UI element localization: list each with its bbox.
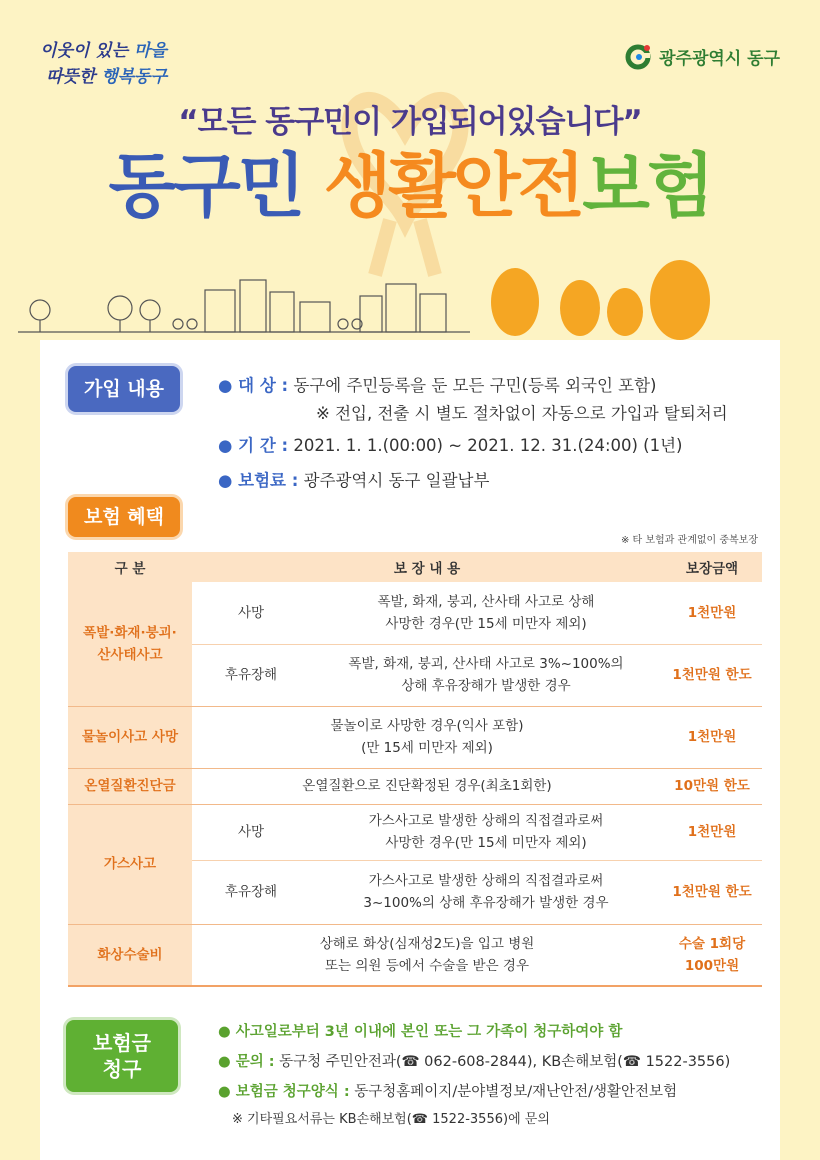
title-part: 생활안전 [323, 145, 583, 227]
title-part: 동구민 [108, 145, 324, 227]
desc-cell: 폭발, 화재, 붕괴, 산사태 사고로 3%~100%의 상해 후유장해가 발생한 경우 [310, 644, 662, 706]
sub-cell: 후유장해 [192, 644, 310, 706]
slogan-emphasis: 마을 [133, 41, 167, 61]
title-part: 보험 [582, 145, 712, 227]
column-header: 보장금액 [662, 552, 762, 582]
amount-cell: 1천만원 [662, 582, 762, 644]
period-label: ● 기 간 : [218, 436, 289, 455]
claim-deadline: ● 사고일로부터 3년 이내에 본인 또는 그 가족이 청구하여야 함 [218, 1024, 623, 1040]
table-row [68, 924, 762, 986]
form-label: ● 보험금 청구양식 : [218, 1084, 350, 1100]
slogan-text: 이웃이 있는 [40, 41, 134, 61]
amount-cell: 1천만원 한도 [662, 860, 762, 924]
column-header: 보 장 내 용 [192, 552, 662, 582]
contact-value: 동구청 주민안전과(☎ 062-608-2844), KB손해보험(☎ 1522-3556) [279, 1054, 731, 1070]
table-row [68, 804, 762, 860]
category-cell: 폭발·화재·붕괴·산사태사고 [68, 582, 192, 706]
table-row [68, 768, 762, 804]
desc-cell: 가스사고로 발생한 상해의 직접결과로써 사망한 경우(만 15세 미만자 제외) [310, 804, 662, 860]
claim-badge-line: 보험금 [93, 1031, 151, 1055]
premium-value: 광주광역시 동구 일괄납부 [303, 471, 490, 490]
target-note: ※ 전입, 전출 시 별도 절차없이 자동으로 가입과 탈퇴처리 [316, 404, 728, 423]
desc-cell: 상해로 화상(심재성2도)을 입고 병원 또는 의원 등에서 수술을 받은 경우 [192, 924, 662, 986]
category-cell: 온열질환진단금 [68, 768, 192, 804]
desc-cell: 가스사고로 발생한 상해의 직접결과로써 3~100%의 상해 후유장해가 발생한 경우 [310, 860, 662, 924]
sub-cell: 사망 [192, 804, 310, 860]
amount-cell: 10만원 한도 [662, 768, 762, 804]
org-logo [625, 42, 780, 70]
claim-badge [66, 1020, 178, 1092]
extra-note: ※ 기타필요서류는 KB손해보험(☎ 1522-3556)에 문의 [232, 1112, 550, 1127]
desc-cell: 폭발, 화재, 붕괴, 산사태 사고로 상해 사망한 경우(만 15세 미만자 제외) [310, 582, 662, 644]
target-label: ● 대 상 : [218, 376, 289, 395]
desc-cell: 온열질환으로 진단확정된 경우(최초1회한) [192, 768, 662, 804]
claim-badge-line: 청구 [102, 1057, 142, 1081]
city-family-illustration [0, 260, 820, 340]
enrollment-badge: 가입 내용 [68, 366, 180, 412]
sub-cell: 후유장해 [192, 860, 310, 924]
category-cell: 물놀이사고 사망 [68, 706, 192, 768]
category-cell: 화상수술비 [68, 924, 192, 986]
amount-cell: 수술 1회당 100만원 [662, 924, 762, 986]
donggu-emblem-icon [625, 42, 653, 70]
form-value: 동구청홈페이지/분야별정보/재난안전/생활안전보험 [354, 1084, 678, 1100]
target-value: 동구에 주민등록을 둔 모든 구민(등록 외국인 포함) [293, 376, 657, 395]
desc-cell: 물놀이로 사망한 경우(익사 포함) (만 15세 미만자 제외) [192, 706, 662, 768]
column-header: 구 분 [68, 552, 192, 582]
table-row [68, 582, 762, 644]
amount-cell: 1천만원 [662, 804, 762, 860]
sub-cell: 사망 [192, 582, 310, 644]
benefits-note: ※ 타 보험과 관계없이 중복보장 [620, 535, 758, 546]
table-row [68, 706, 762, 768]
headline-quote: “모든 동구민이 가입되어있습니다” [178, 104, 642, 140]
amount-cell: 1천만원 한도 [662, 644, 762, 706]
premium-label: ● 보험료 : [218, 471, 299, 490]
slogan-logo [40, 36, 170, 92]
slogan-text: 따뜻한 [46, 67, 102, 87]
amount-cell: 1천만원 [662, 706, 762, 768]
period-value: 2021. 1. 1.(00:00) ~ 2021. 12. 31.(24:00) (1년) [293, 436, 683, 455]
benefits-table [68, 552, 762, 987]
category-cell: 가스사고 [68, 804, 192, 924]
table-header-row [68, 552, 762, 582]
org-name: 광주광역시 동구 [659, 48, 780, 69]
contact-label: ● 문의 : [218, 1054, 275, 1070]
page-title [0, 145, 820, 227]
slogan-emphasis: 행복동구 [101, 67, 167, 87]
benefits-badge: 보험 혜택 [68, 497, 180, 537]
